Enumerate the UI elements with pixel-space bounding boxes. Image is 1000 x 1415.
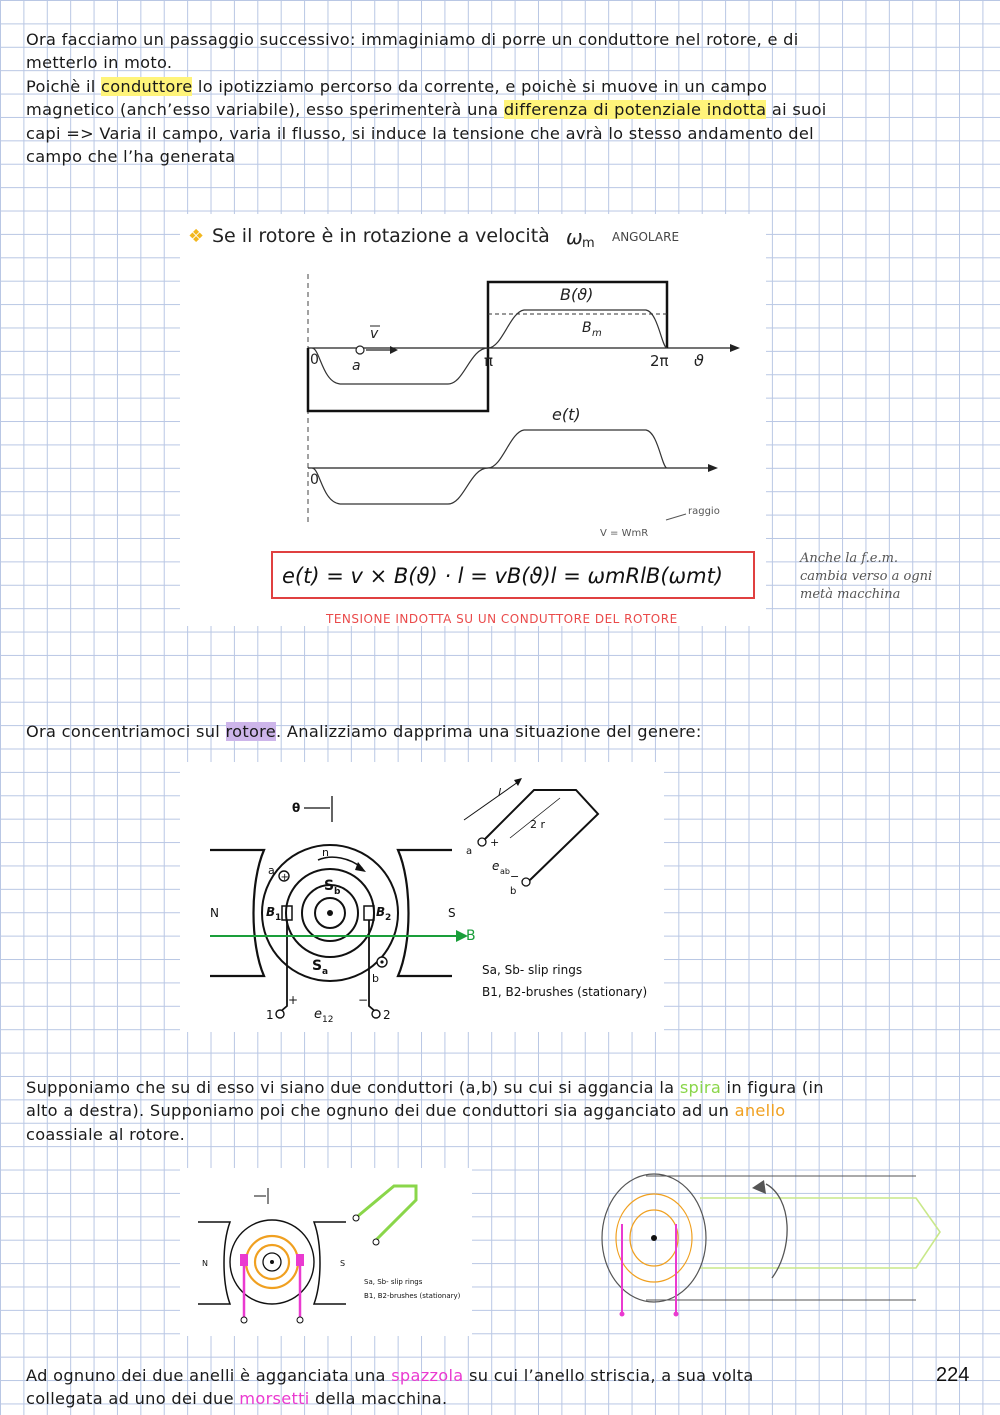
formula-text: e(t) = v × B(ϑ) · l = vB(ϑ)l = ωmRlB(ωmt) bbox=[282, 564, 723, 588]
bullet-icon: ❖ bbox=[188, 226, 205, 247]
label-B1-sub: 1 bbox=[275, 913, 282, 923]
label-Sb-sub: b bbox=[334, 887, 341, 897]
rotor-figure bbox=[180, 762, 664, 1032]
conductors-line-2 bbox=[26, 1099, 976, 1122]
label-Sa-sub: a bbox=[322, 967, 329, 977]
brush-B1-magenta bbox=[240, 1254, 248, 1266]
label-plus: + bbox=[288, 993, 299, 1007]
loop-label-b: b bbox=[510, 886, 517, 897]
label-Sb: S bbox=[324, 878, 335, 894]
text-run: alto a destra). Supponiamo poi che ognuno dei due conduttori sia agganciato ad un bbox=[26, 1101, 735, 1121]
perspective-svg bbox=[596, 1168, 946, 1336]
terminal-1-perspective-icon bbox=[620, 1312, 625, 1317]
loop-plus: + bbox=[490, 836, 500, 849]
omega-symbol: ω bbox=[566, 225, 583, 249]
side-note-line-3: metà macchina bbox=[800, 587, 901, 602]
page-number: 224 bbox=[936, 1364, 970, 1386]
brush-paragraph bbox=[26, 1364, 926, 1411]
brush-B2-magenta bbox=[296, 1254, 304, 1266]
note-arrow bbox=[666, 514, 686, 520]
label-Bm: B bbox=[582, 320, 592, 336]
intro-line-5: capi => Varia il campo, varia il flusso, si induce la tensione che avrà lo stesso andamento del bbox=[26, 123, 814, 143]
label-pi: π bbox=[484, 352, 494, 370]
coil-perspective-green bbox=[700, 1198, 940, 1268]
velocity-arrow-icon bbox=[390, 346, 398, 354]
label-minus: − bbox=[358, 993, 369, 1007]
annotated-rotor-svg bbox=[180, 1168, 472, 1336]
rotor-paragraph bbox=[26, 720, 976, 743]
text-run: Supponiamo che su di esso vi siano due conduttori (a,b) su cui si aggancia la bbox=[26, 1078, 680, 1097]
label-e-t: e(t) bbox=[552, 405, 581, 424]
intro-line-2: metterlo in moto. bbox=[26, 53, 173, 73]
text-run: Poichè il bbox=[26, 76, 101, 96]
label-v: v bbox=[370, 326, 379, 342]
terminal-2-icon bbox=[372, 1010, 380, 1018]
note-angolare: ANGOLARE bbox=[612, 230, 680, 244]
shaft-center-small bbox=[270, 1260, 274, 1264]
label-eab: e bbox=[492, 859, 500, 873]
label-a: a bbox=[352, 358, 361, 374]
fig2-theta: θ bbox=[292, 801, 301, 815]
axis-dot bbox=[651, 1235, 657, 1241]
text-run: magnetico (anch’esso variabile), esso sperimenterà una bbox=[26, 100, 504, 120]
label-B-theta: B(ϑ) bbox=[560, 285, 594, 304]
field-wave bbox=[312, 310, 667, 384]
highlight-ddp-indotta: differenza di potenziale indotta bbox=[503, 100, 767, 120]
text-run: . Analizziamo dapprima una situazione del genere: bbox=[276, 722, 702, 741]
highlight-rotore: rotore bbox=[225, 722, 277, 741]
label-N: N bbox=[210, 906, 219, 920]
label-zero-2: 0 bbox=[310, 472, 319, 488]
label-l: l bbox=[498, 786, 502, 799]
brush-line-2 bbox=[26, 1387, 926, 1410]
legend-slip-small: Sa, Sb- slip rings bbox=[364, 1278, 423, 1286]
label-B1: B bbox=[266, 905, 276, 919]
conductors-line-3: coassiale al rotore. bbox=[26, 1124, 186, 1144]
length-arrow-icon bbox=[514, 778, 522, 786]
label-S: S bbox=[448, 906, 456, 920]
label-eab-sub: ab bbox=[500, 867, 510, 876]
perspective-sketch bbox=[596, 1168, 946, 1336]
omega-subscript: m bbox=[582, 236, 595, 251]
word-spira: spira bbox=[679, 1078, 722, 1097]
label-e12-sub: 12 bbox=[322, 1015, 334, 1025]
label-Sa: S bbox=[312, 958, 323, 974]
legend-brushes-small: B1, B2-brushes (stationary) bbox=[364, 1292, 461, 1300]
side-note-line-2: cambia verso a ogni bbox=[800, 569, 933, 584]
word-spazzola: spazzola bbox=[391, 1366, 464, 1385]
time-axis-arrow-icon bbox=[708, 464, 718, 472]
rotor-line bbox=[26, 720, 976, 743]
label-a: a bbox=[268, 864, 275, 877]
annotated-rotor-figure bbox=[180, 1168, 472, 1336]
terminal-2-perspective-icon bbox=[674, 1312, 679, 1317]
label-zero: 0 bbox=[310, 352, 319, 368]
side-note-line-1: Anche la f.e.m. bbox=[800, 551, 899, 566]
coil-loop-green bbox=[358, 1186, 416, 1240]
label-2r: 2 r bbox=[530, 818, 546, 831]
conductor-b-center bbox=[380, 960, 383, 963]
legend-brushes: B1, B2-brushes (stationary) bbox=[482, 985, 648, 999]
intro-line-1: Ora facciamo un passaggio successivo: immaginiamo di porre un conduttore nel rotore, e di bbox=[26, 30, 799, 49]
brush-B2 bbox=[364, 906, 374, 920]
label-e12: e bbox=[314, 1007, 322, 1022]
loop-minus: − bbox=[510, 870, 520, 883]
label-B2-sub: 2 bbox=[385, 913, 392, 923]
text-run: in figura (in bbox=[721, 1078, 824, 1097]
label-N-small: N bbox=[202, 1259, 208, 1268]
loop-a-small-icon bbox=[353, 1215, 359, 1221]
text-run: Ad ognuno dei due anelli è agganciata una bbox=[26, 1366, 392, 1385]
label-n: n bbox=[322, 846, 329, 859]
intro-paragraph bbox=[26, 28, 976, 168]
legend-slip-rings: Sa, Sb- slip rings bbox=[482, 963, 583, 977]
label-B-vector: B bbox=[466, 928, 476, 944]
intro-line-6: campo che l’ha generata bbox=[26, 147, 236, 167]
label-Bm-sub: m bbox=[592, 328, 602, 339]
loop-terminal-a-icon bbox=[478, 838, 486, 846]
text-run: lo ipotizziamo percorso da corrente, e poichè si muove in un campo bbox=[192, 76, 768, 96]
formula-caption: TENSIONE INDOTTA SU UN CONDUTTORE DEL ROTORE bbox=[326, 612, 678, 626]
south-pole bbox=[398, 850, 452, 976]
waveform-svg bbox=[180, 214, 766, 626]
loop-terminal-b-icon bbox=[522, 878, 530, 886]
label-S-small: S bbox=[340, 1259, 346, 1268]
loop-label-a: a bbox=[466, 846, 473, 857]
axis-arrow-icon bbox=[730, 344, 740, 352]
conductors-paragraph bbox=[26, 1076, 976, 1146]
note-v-wmr: V = WmR bbox=[600, 528, 649, 539]
word-morsetti: morsetti bbox=[239, 1389, 310, 1409]
loop-b-small-icon bbox=[373, 1239, 379, 1245]
label-b: b bbox=[372, 972, 379, 985]
highlight-conduttore: conduttore bbox=[101, 76, 193, 96]
terminal-1-small-icon bbox=[241, 1317, 247, 1323]
intro-line-3 bbox=[26, 75, 976, 98]
label-terminal-1: 1 bbox=[266, 1008, 274, 1022]
shaft-center bbox=[327, 910, 333, 916]
terminal-1-icon bbox=[276, 1010, 284, 1018]
conductors-line-1 bbox=[26, 1076, 976, 1099]
text-run: della macchina. bbox=[309, 1389, 448, 1409]
rotor-svg bbox=[180, 762, 664, 1032]
text-run: Ora concentriamoci sul bbox=[26, 722, 226, 741]
figure-title: Se il rotore è in rotazione a velocità bbox=[212, 225, 550, 247]
side-note-text bbox=[800, 550, 968, 604]
label-terminal-2: 2 bbox=[383, 1008, 391, 1022]
note-raggio: raggio bbox=[688, 506, 720, 517]
conductor-a-icon bbox=[356, 346, 364, 354]
emf-wave bbox=[312, 430, 667, 504]
label-theta: ϑ bbox=[694, 351, 704, 370]
waveform-figure bbox=[180, 214, 766, 626]
conductor-a-plus: + bbox=[280, 872, 289, 883]
text-run: ai suoi bbox=[766, 100, 827, 120]
text-run: collegata ad uno dei due bbox=[26, 1389, 240, 1409]
text-run: su cui l’anello striscia, a sua volta bbox=[463, 1366, 754, 1385]
rotation-arrow-perspective-icon bbox=[752, 1180, 766, 1194]
brush-line-1 bbox=[26, 1364, 926, 1387]
side-note bbox=[800, 550, 968, 622]
label-2pi: 2π bbox=[650, 352, 669, 370]
word-anello: anello bbox=[734, 1101, 786, 1121]
terminal-2-small-icon bbox=[297, 1317, 303, 1323]
label-B2: B bbox=[376, 905, 386, 919]
intro-line-4 bbox=[26, 98, 976, 121]
